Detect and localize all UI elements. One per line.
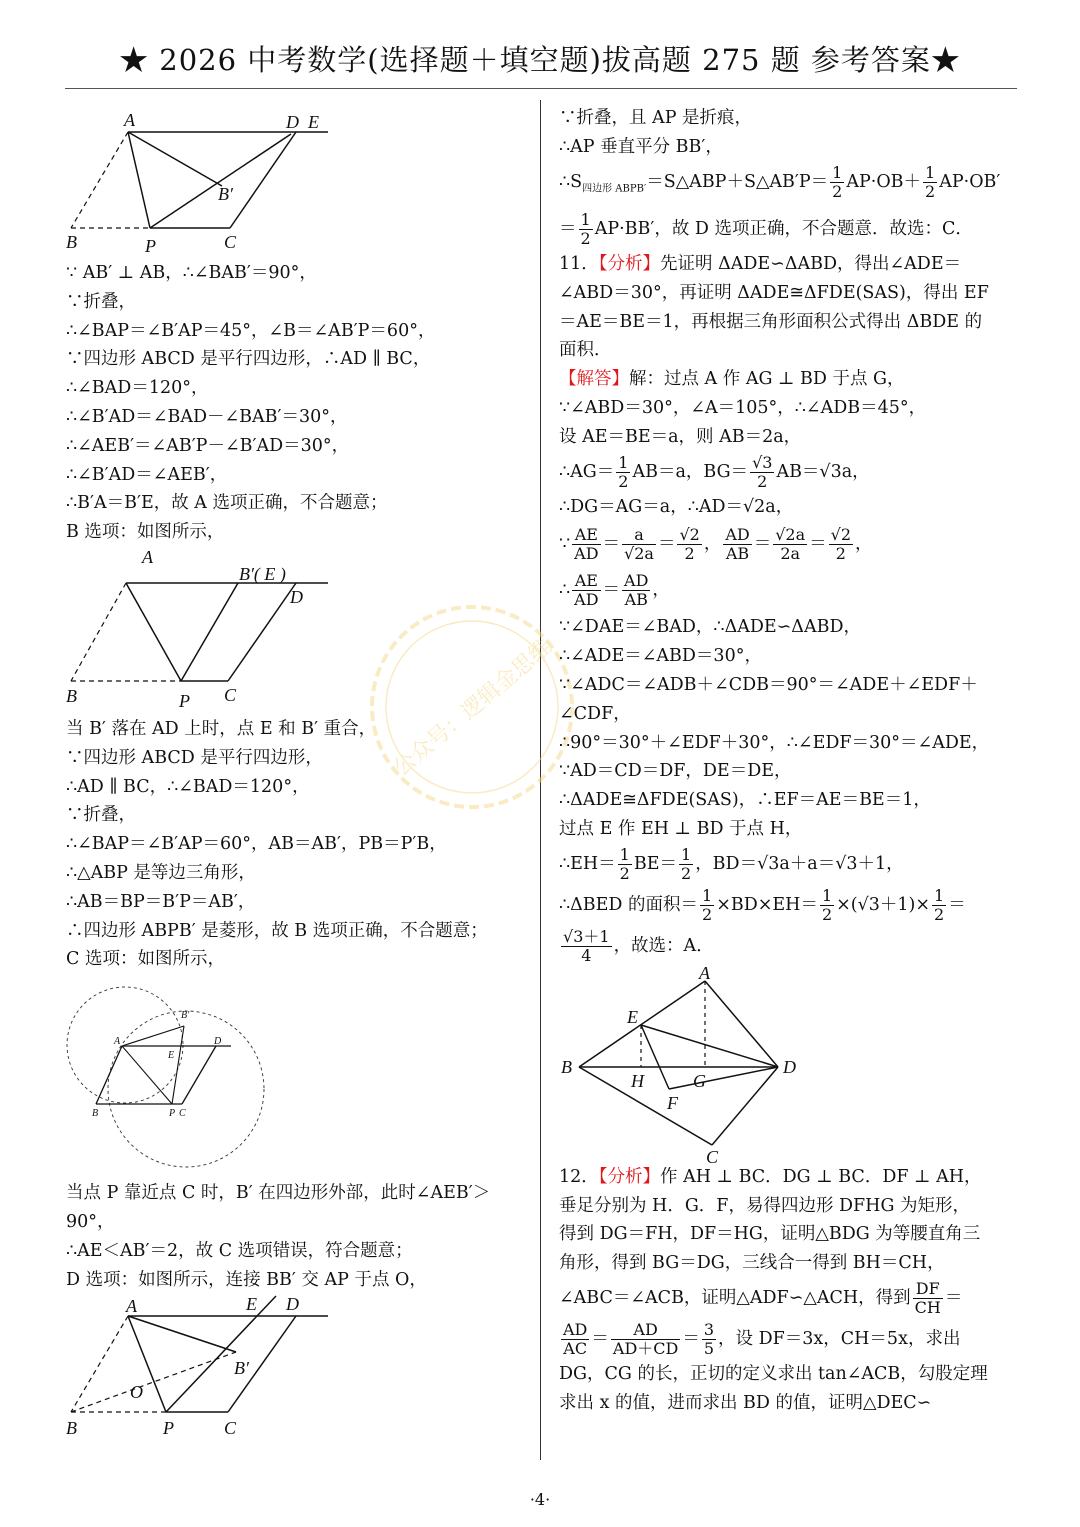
watermark-text: 公众号：逻辑金思维 [389,634,557,782]
fraction: $\frac{1}{2}$ [934,885,945,924]
text-line: ∠ABD＝30°，再证明 ΔADE≅ΔFDE(SAS)，得出 EF [559,282,989,303]
text-line: 设 AE＝BE＝a，则 AB＝2a， [559,426,802,447]
fraction: $\frac{√2}{2}$ [830,525,852,564]
label-F: F [667,1092,678,1113]
fraction: $\frac{1}{2}$ [681,844,692,883]
page-number: ·4· [529,1490,551,1509]
fraction: $\frac{1}{2}$ [702,885,713,924]
label-O: O [130,1382,143,1403]
label-B-prime: B′ [218,184,233,204]
right-column [559,104,1021,1418]
label-B: B [66,232,77,252]
text-line: ∴AE＜AB′＝2，故 C 选项错误，符合题意； [66,1240,413,1261]
label-D: D [290,586,303,607]
label-D: D [214,1036,222,1048]
text-line: 角形，得到 BG＝DG，三线合一得到 BH＝CH， [559,1253,945,1274]
text-line: ∴∠B′AD＝∠BAD－∠BAB′＝30°， [66,406,348,427]
left-column [66,104,528,1444]
text-line: ∴ΔBED 的面积＝ $\frac{1}{2}$ ×BD×EH＝ $\frac{1}{2}$ ×(√3＋1)× $\frac{1}{2}$ ＝ [559,885,966,924]
label-B: B [66,1418,77,1439]
text-line: ∴AD ∥ BC，∴∠BAD＝120°， [66,776,310,797]
text-line: $\therefore S_{四边形 ABPB'}=S\triangle ABP+S\triangle AB'P=$ $\frac{1}{2}$ AP·OB＋ $\frac{1}{2}$ AP·OB′ [559,162,1001,201]
text-line: 垂足分别为 H．G．F，易得四边形 DFHG 为矩形， [559,1195,970,1216]
label-C: C [224,1418,237,1439]
text-line: ∴ΔADE≅ΔFDE(SAS)，∴EF＝AE＝BE＝1， [559,790,931,811]
text-line: ∴∠BAP＝∠B′AP＝45°，∠B＝∠AB′P＝60°， [66,320,436,341]
fraction: $\frac{1}{2}$ [821,885,833,924]
text-line: ∵折叠，且 AP 是折痕， [559,108,753,128]
label-D: D [286,1294,299,1315]
label-P: P [163,1418,174,1439]
text-line: C 选项：如图所示， [66,949,225,970]
text-line: ∵折叠， [66,805,136,826]
figure-3 [66,974,266,1179]
analysis-tag: 【分析】 [598,1166,661,1187]
fraction: $\frac{1}{2}$ [619,844,630,883]
text-line: 当 B′ 落在 AD 上时，点 E 和 B′ 重合， [66,718,377,739]
text-line: ∴B′A＝B′E，故 A 选项正确，不合题意； [66,493,388,514]
figure-5 [559,967,859,1163]
text-line: ∴90°＝30°＋∠EDF＋30°，∴∠EDF＝30°＝∠ADE， [559,732,990,753]
fraction: $\frac{AD}{AB}$ [725,525,750,564]
text-line: ∴∠BAD＝120°， [66,378,209,399]
text-line: ∴AB＝BP＝B′P＝AB′， [66,891,256,912]
label-C: C [224,232,237,252]
text-line: 12．【分析】作 AH ⊥ BC．DG ⊥ BC．DF ⊥ AH， [559,1166,982,1187]
text-line: ∴△ABP 是等边三角形， [66,862,256,883]
label-H: H [631,1070,644,1091]
text-line: 【解答】解：过点 A 作 AG ⊥ BD 于点 G， [559,369,905,390]
text-line: $\frac{√3+1}{4}$ ，故选：A． [563,926,714,965]
label-E: E [168,1050,175,1062]
label-P: P [169,1108,176,1120]
label-A: A [124,110,135,130]
text-line: ∵∠ADC＝∠ADB＋∠CDB＝90°＝∠ADE＋∠EDF＋ [559,675,978,696]
label-D: D [286,112,299,132]
text-line: ∴四边形 ABPB′ 是菱形，故 B 选项正确，不合题意； [66,920,488,941]
label-B: B [561,1056,572,1077]
text-line: ＝ $\frac{1}{2}$ AP·BB′，故 D 选项正确，不合题意．故选：C． [559,210,973,249]
text-line: ＝AE＝BE＝1，再根据三角形面积公式得出 ΔBDE 的 [559,311,983,332]
label-E: E [308,112,319,132]
figure-4 [66,1294,336,1444]
fraction: $\frac{1}{2}$ [832,162,843,201]
fraction: $\frac{√2a}{2a}$ [775,525,806,564]
fraction: $\frac{a}{√2a}$ [624,525,654,564]
header-rule [65,88,1017,89]
fraction: $\frac{1}{2}$ [925,162,936,201]
text-line: DG，CG 的长，正切的定义求出 tan∠ACB，勾股定理 [559,1364,988,1385]
label-B-prime: B′ [234,1358,249,1379]
text-line: ∠CDF， [559,703,631,724]
label-G: G [693,1070,706,1091]
label-A: A [126,1296,137,1317]
text-line: ∵四边形 ABCD 是平行四边形，∴AD ∥ BC， [66,349,431,370]
label-B: B [66,685,77,706]
text-line: ∴∠AEB′＝∠AB′P－∠B′AD＝30°， [66,435,350,456]
text-line: ∵ $\frac{AE}{AD}$ ＝ $\frac{a}{√2a}$ ＝ $\frac{√2}{2}$ ， $\frac{AD}{AB}$ ＝ $\frac{√2a}{2a}$ ＝ $\frac{√2}{2}$ ， [559,525,873,564]
answer-tag: 【解答】 [559,369,629,390]
label-D: D [783,1056,796,1077]
text-line: 90°， [66,1211,115,1232]
fraction: $\frac{AE}{AD}$ [574,571,599,610]
text-line: ∵折叠， [66,291,136,312]
figure-1 [66,104,336,259]
fraction: $\frac{1}{2}$ [580,210,591,249]
fraction: $\frac{√3+1}{4}$ [563,926,610,965]
text-line: $\frac{AD}{AC}$ ＝ $\frac{AD}{AD+CD}$ ＝ $\frac{3}{5}$ ，设 DF＝3x，CH＝5x，求出 [563,1320,961,1359]
text-line: 求出 x 的值，进而求出 BD 的值，证明△DEC∽ [559,1392,932,1413]
page-header: ★ 2026 中考数学(选择题＋填空题)拔高题 275 题 参考答案★ [119,43,961,77]
label-P: P [179,690,190,711]
fraction: $\frac{3}{5}$ [703,1320,715,1359]
figure-2 [66,547,336,715]
text-line: B 选项：如图所示， [66,522,225,543]
label-B: B [92,1108,99,1120]
text-line: ∴∠B′AD＝∠AEB′， [66,464,228,485]
label-A: A [142,546,153,567]
label-B-prime: B′ [181,1010,190,1022]
text-line: ∴∠BAP＝∠B′AP＝60°，AB＝AB′，PB＝P′B， [66,834,447,855]
text-line: D 选项：如图所示，连接 BB′ 交 AP 于点 O， [66,1269,427,1290]
text-line: ∵AD＝CD＝DF，DE＝DE， [559,761,792,782]
text-line: ∴∠ADE＝∠ABD＝30°， [559,646,762,667]
text-line: ∵ AB′ ⊥ AB，∴∠BAB′＝90°， [66,263,317,283]
label-A: A [114,1036,121,1048]
fraction: $\frac{1}{2}$ [618,452,629,491]
text-line: ∴AP 垂直平分 BB′， [559,136,723,157]
label-C: C [706,1146,719,1163]
text-line: ∴EH＝ $\frac{1}{2}$ BE＝ $\frac{1}{2}$ ，BD＝√3a＋a＝√3＋1， [559,844,904,883]
text-line: ∴AG＝ $\frac{1}{2}$ AB＝a，BG＝ $\frac{√3}{2}$ AB＝√3a， [559,452,870,491]
text-line: ∠ABC＝∠ACB，证明△ADF∽△ACH，得到 $\frac{DF}{CH}$ ＝ [559,1279,963,1318]
fraction: $\frac{DF}{CH}$ [914,1279,941,1318]
analysis-tag: 【分析】 [598,254,661,275]
text-line: 当点 P 靠近点 C 时，B′ 在四边形外部，此时∠AEB′＞ [66,1183,491,1204]
fraction: $\frac{√3}{2}$ [752,452,773,491]
label-E: E [246,1294,257,1315]
fraction: $\frac{√2}{2}$ [679,525,700,564]
label-P: P [145,236,156,256]
text-line: ∴ $\frac{AE}{AD}$ ＝ $\frac{AD}{AB}$ ， [559,571,670,610]
text-line: 得到 DG＝FH，DF＝HG，证明△BDG 为等腰直角三 [559,1224,981,1245]
fraction: $\frac{AD}{AC}$ [563,1320,588,1359]
text-line: 面积． [559,340,612,361]
label-C: C [179,1108,186,1120]
text-line: 过点 E 作 EH ⊥ BD 于点 H， [559,819,803,840]
label-A: A [699,966,710,983]
label-E: E [627,1006,638,1027]
text-line: 11．【分析】先证明 ΔADE∽ΔABD，得出∠ADE＝ [559,254,962,275]
fraction: $\frac{AE}{AD}$ [574,525,599,564]
label-C: C [224,684,237,705]
text-line: ∵∠ABD＝30°，∠A＝105°，∴∠ADB＝45°， [559,398,927,419]
fraction: $\frac{AD}{AD+CD}$ [612,1320,679,1359]
fraction: $\frac{AD}{AB}$ [624,571,649,610]
label-B-prime-E: B′( E ) [239,563,286,584]
text-line: ∵四边形 ABCD 是平行四边形， [66,747,323,768]
text-line: ∵∠DAE＝∠BAD，∴ΔADE∽ΔABD， [559,617,861,638]
text-line: ∴DG＝AG＝a，∴AD＝√2a， [559,496,794,517]
